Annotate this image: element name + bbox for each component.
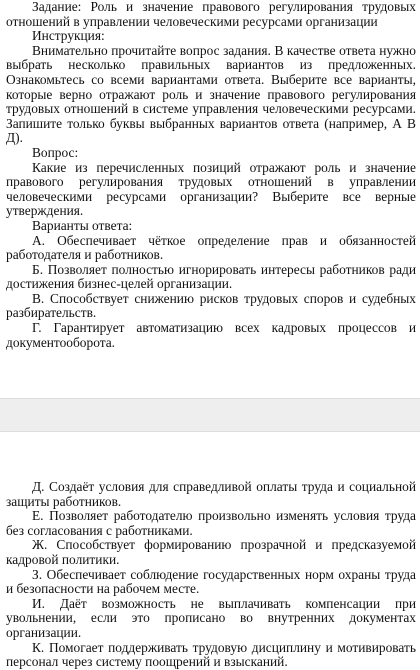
instruction-text: Внимательно прочитайте вопрос задания. В качестве ответа нужно выбрать несколько правильных вариантов из предложенных. Ознакомьтесь со всеми вариантами ответа. Выберите все варианты, которые верно отражают роль и значение правового регулирования трудовых отношений в системе управления человеческими ресурсами. Запишите только буквы выбранных вариантов ответа (например, А В Д). — [6, 42, 416, 146]
question-heading: Вопрос: — [32, 144, 79, 160]
answer-option-zh: Ж. Способствует формированию прозрачной и предсказуемой кадровой политики. — [6, 537, 416, 567]
answer-option-a: А. Обеспечивает чёткое определение прав и обязанностей работодателя и работников. — [6, 232, 416, 263]
instruction-heading: Инструкция: — [32, 28, 105, 44]
answer-option-v: В. Способствует снижению рисков трудовых споров и судебных разбирательств. — [6, 290, 416, 321]
options-heading: Варианты ответа: — [32, 217, 133, 233]
document-page-2 — [0, 432, 420, 670]
answer-option-d: Д. Создаёт условия для справедливой оплаты труда и социальной защиты работников. — [6, 479, 416, 509]
question-text: Какие из перечисленных позиций отражают роль и значение правового регулирования трудовых отношений в управлении человеческими ресурсами организации? Выберите все верные утверждения. — [6, 159, 416, 219]
answer-option-e: Е. Позволяет работодателю произвольно изменять условия труда без согласования с работниками. — [6, 508, 416, 538]
task-title: Задание: Роль и значение правового регулирования трудовых отношений в управлении человеческими ресурсами организации — [6, 0, 416, 29]
answer-option-i: И. Даёт возможность не выплачивать компенсации при увольнении, если это прописано во внутренних документах организации. — [6, 595, 416, 640]
answer-option-z: З. Обеспечивает соблюдение государственных норм охраны труда и безопасности на рабочем месте. — [6, 566, 416, 597]
answer-option-b: Б. Позволяет полностью игнорировать интересы работников ради достижения бизнес-целей организации. — [6, 261, 416, 292]
answer-option-k: К. Помогает поддерживать трудовую дисциплину и мотивировать персонал через систему поощрений и взысканий. — [6, 639, 416, 670]
answer-option-g: Г. Гарантирует автоматизацию всех кадровых процессов и документооборота. — [6, 320, 416, 350]
page-break — [0, 398, 420, 432]
